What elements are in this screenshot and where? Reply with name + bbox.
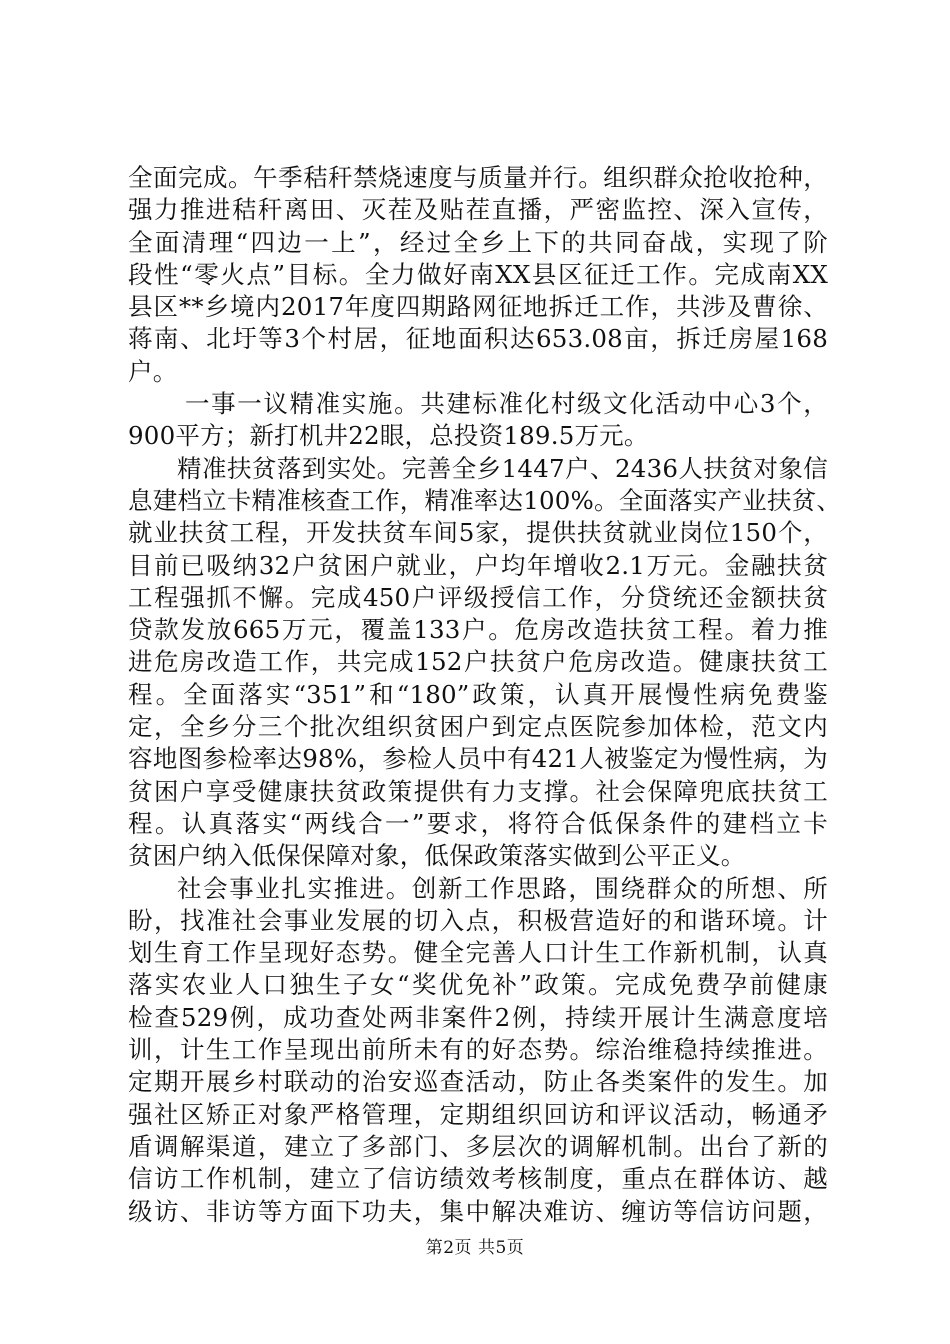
text-line: 程。全面落实“351”和“180”政策，认真开展慢性病免费鉴: [128, 679, 828, 709]
paragraph-start-line: 一事一议精准实施。共建标准化村级文化活动中心3个，: [185, 389, 828, 419]
text-line: 程。认真落实“两线合一”要求，将符合低保条件的建档立卡: [128, 808, 828, 838]
text-line: 贷款发放665万元，覆盖133户。危房改造扶贫工程。着力推: [128, 615, 828, 645]
text-line: 级访、非访等方面下功夫，集中解决难访、缠访等信访问题，: [128, 1196, 828, 1226]
text-line: 盾调解渠道，建立了多部门、多层次的调解机制。出台了新的: [128, 1131, 828, 1161]
paragraph-start-line: 社会事业扎实推进。创新工作思路，围绕群众的所想、所: [177, 873, 828, 903]
text-line: 贫困户纳入低保保障对象，低保政策落实做到公平正义。: [128, 841, 746, 871]
text-line: 定期开展乡村联动的治安巡查活动，防止各类案件的发生。加: [128, 1067, 828, 1097]
text-line: 盼，找准社会事业发展的切入点，积极营造好的和谐环境。计: [128, 905, 828, 935]
text-line: 段性“零火点”目标。全力做好南XX县区征迁工作。完成南XX: [128, 259, 828, 289]
text-line: 进危房改造工作，共完成152户扶贫户危房改造。健康扶贫工: [128, 647, 828, 677]
text-line: 强力推进秸秆离田、灭茬及贴茬直播，严密监控、深入宣传，: [128, 195, 828, 225]
text-line: 检查529例，成功查处两非案件2例，持续开展计生满意度培: [128, 1002, 828, 1032]
body-text: [128, 162, 842, 1228]
text-line: 息建档立卡精准核查工作，精准率达100%。全面落实产业扶贫、: [128, 485, 842, 515]
text-line: 工程强抓不懈。完成450户评级授信工作，分贷统还金额扶贫: [128, 582, 828, 612]
text-line: 户。: [128, 356, 178, 386]
text-line: 900平方；新打机井22眼，总投资189.5万元。: [128, 421, 649, 451]
text-line: 划生育工作呈现好态势。健全完善人口计生工作新机制，认真: [128, 938, 828, 968]
text-line: 训，计生工作呈现出前所未有的好态势。综治维稳持续推进。: [128, 1035, 828, 1065]
text-line: 落实农业人口独生子女“奖优免补”政策。完成免费孕前健康: [128, 970, 828, 1000]
paragraph-start-line: 精准扶贫落到实处。完善全乡1447户、2436人扶贫对象信: [177, 453, 828, 483]
text-line: 信访工作机制，建立了信访绩效考核制度，重点在群体访、越: [128, 1164, 828, 1194]
text-line: 蒋南、北圩等3个村居，征地面积达653.08亩，拆迁房屋168: [128, 324, 828, 354]
text-line: 强社区矫正对象严格管理，定期组织回访和评议活动，畅通矛: [128, 1099, 828, 1129]
text-line: 就业扶贫工程，开发扶贫车间5家，提供扶贫就业岗位150个，: [128, 518, 828, 548]
text-line: 全面清理“四边一上”，经过全乡上下的共同奋战，实现了阶: [128, 227, 828, 257]
page-number-footer: 第2页 共5页: [425, 1238, 525, 1258]
text-line: 贫困户享受健康扶贫政策提供有力支撑。社会保障兜底扶贫工: [128, 776, 828, 806]
text-line: 定，全乡分三个批次组织贫困户到定点医院参加体检，范文内: [128, 712, 828, 742]
text-line: 目前已吸纳32户贫困户就业，户均年增收2.1万元。金融扶贫: [128, 550, 828, 580]
text-line: 容地图参检率达98%，参检人员中有421人被鉴定为慢性病，为: [128, 744, 828, 774]
text-line: 全面完成。午季秸秆禁烧速度与质量并行。组织群众抢收抢种，: [128, 163, 828, 192]
text-line: 县区**乡境内2017年度四期路网征地拆迁工作，共涉及曹徐、: [128, 292, 828, 322]
